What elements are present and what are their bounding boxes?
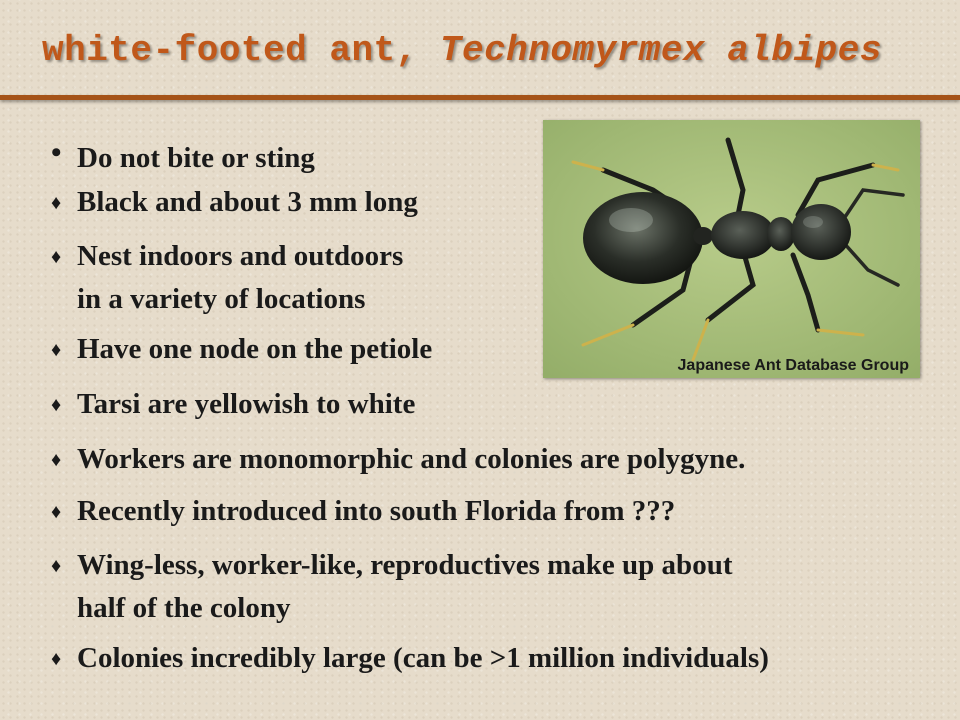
title-divider [0,95,960,100]
ant-photo [543,120,920,378]
bullet-diamond-icon: ♦ [51,192,62,214]
slide-title [42,30,882,71]
bullet-text: Recently introduced into south Florida from ??? [77,495,676,527]
photo-credit: Japanese Ant Database Group [677,357,909,374]
bullet-diamond-icon: ♦ [51,339,62,361]
ant-image [543,120,920,378]
bullet-item [51,490,675,533]
bullet-dot-icon: • [51,136,62,169]
title-common-name: white-footed ant, [42,30,418,71]
bullet-text: Nest indoors and outdoors [77,240,404,272]
bullet-diamond-icon: ♦ [51,449,62,471]
bullet-item [51,132,315,179]
bullet-diamond-icon: ♦ [51,501,62,523]
bullet-text: Tarsi are yellowish to white [77,388,416,420]
bullet-text: Wing-less, worker-like, reproductives make up about [77,549,733,581]
bullet-text: Workers are monomorphic and colonies are polygyne. [77,443,746,475]
bullet-text: Do not bite or sting [77,142,315,174]
bullet-diamond-icon: ♦ [51,648,62,670]
bullet-item [51,328,432,371]
bullet-item [51,637,769,680]
bullet-diamond-icon: ♦ [51,555,62,577]
bullet-diamond-icon: ♦ [51,246,62,268]
bullet-item [51,383,415,426]
bullet-text-continued: half of the colony [77,592,291,624]
bullet-text: Black and about 3 mm long [77,186,418,218]
title-scientific-name: Technomyrmex albipes [439,30,882,71]
bullet-item [51,235,403,320]
bullet-text: Have one node on the petiole [77,333,433,365]
bullet-text: Colonies incredibly large (can be >1 million individuals) [77,642,769,674]
bullet-text-continued: in a variety of locations [77,283,366,315]
bullet-item [51,181,418,224]
bullet-item [51,438,745,481]
bullet-item [51,544,732,629]
bullet-diamond-icon: ♦ [51,394,62,416]
